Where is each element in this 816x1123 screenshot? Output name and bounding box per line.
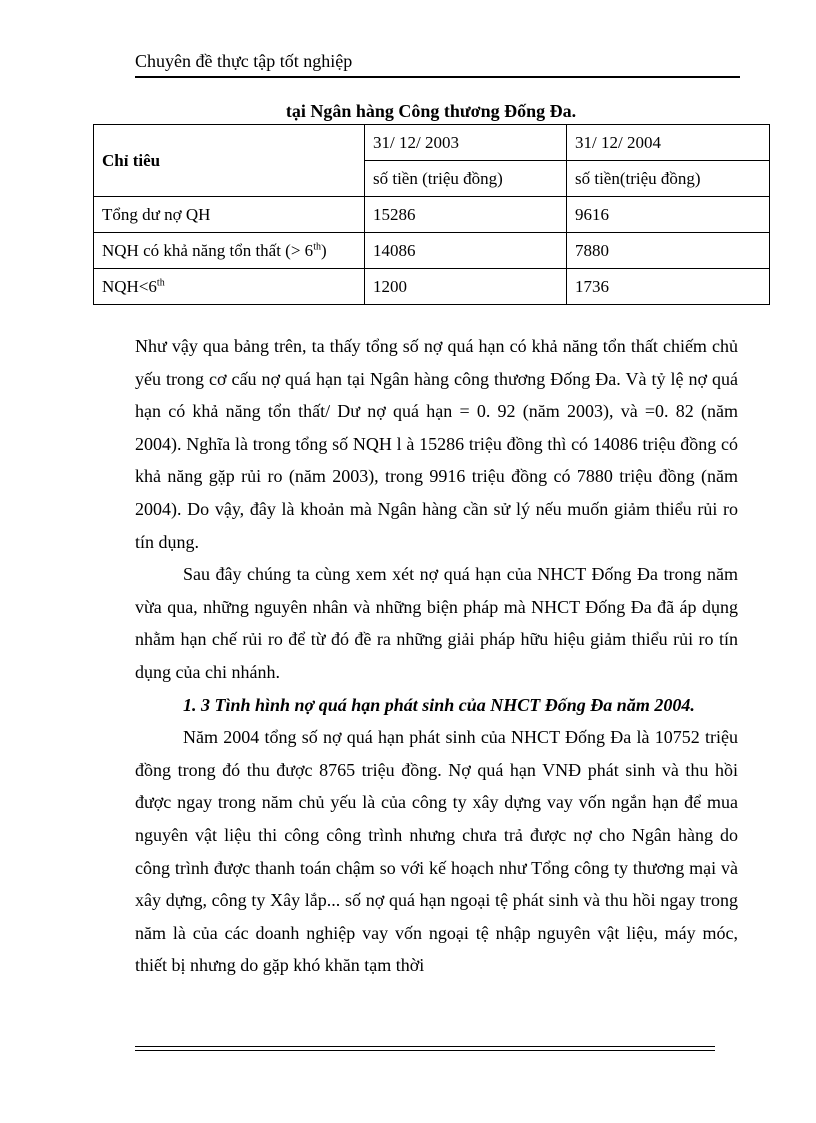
value-2004: 7880 <box>567 233 770 269</box>
paragraph-overdue-2004: Năm 2004 tổng số nợ quá hạn phát sinh của NHCT Đống Đa là 10752 triệu đồng trong đó thu được 8765 triệu đồng. Nợ quá hạn VNĐ phát sinh và thu hồi được ngay trong năm chủ yếu là của công ty xây dựng vay vốn ngắn hạn để mua nguyên vật liệu thi công công trình nhưng chưa trả được nợ cho Ngân hàng do công trình được thanh toán chậm so với kế hoạch như Tổng công ty thương mại và xây dựng, công ty Xây lắp... số nợ quá hạn ngoại tệ phát sinh và thu hồi ngay trong năm là của các doanh nghiệp vay vốn ngoại tệ nhập nguyên vật liệu, máy móc, thiết bị nhưng do gặp khó khăn tạm thời <box>135 727 738 976</box>
row-label: NQH có khả năng tổn thất (> 6th) <box>94 233 365 269</box>
debt-table <box>93 124 770 305</box>
header-unit-2003: số tiền (triệu đồng) <box>365 161 567 197</box>
value-2004: 9616 <box>567 197 770 233</box>
table-row <box>94 197 770 233</box>
header-unit-2004: số tiền(triệu đồng) <box>567 161 770 197</box>
value-2004: 1736 <box>567 269 770 305</box>
table-row <box>94 233 770 269</box>
header-criteria: Chỉ tiêu <box>94 125 365 197</box>
header-title: Chuyên đề thực tập tốt nghiệp <box>135 51 353 71</box>
body-text <box>135 330 738 982</box>
header-date-2003: 31/ 12/ 2003 <box>365 125 567 161</box>
table-caption: tại Ngân hàng Công thương Đống Đa. <box>285 101 577 121</box>
footer-rule <box>135 1046 715 1051</box>
value-2003: 1200 <box>365 269 567 305</box>
row-label: NQH<6th <box>94 269 365 305</box>
section-heading: 1. 3 Tình hình nợ quá hạn phát sinh của NHCT Đống Đa năm 2004. <box>183 694 695 715</box>
paragraph-analysis: Như vậy qua bảng trên, ta thấy tổng số nợ quá hạn có khả năng tổn thất chiếm chủ yếu trong cơ cấu nợ quá hạn tại Ngân hàng công thương Đống Đa. Và tỷ lệ nợ quá hạn có khả năng tổn thất/ Dư nợ quá hạn = 0. 92 (năm 2003), và =0. 82 (năm 2004). Nghĩa là trong tổng số NQH l à 15286 triệu đồng thì có 14086 triệu đồng có khả năng gặp rủi ro (năm 2003), trong 9916 triệu đồng có 7880 triệu đồng (năm 2004). Do vậy, đây là khoản mà Ngân hàng cần sử lý nếu muốn giảm thiểu rủi ro tín dụng. <box>135 336 738 552</box>
paragraph-intro: Sau đây chúng ta cùng xem xét nợ quá hạn của NHCT Đống Đa trong năm vừa qua, những nguyên nhân và những biện pháp mà NHCT Đống Đa đã áp dụng nhằm hạn chế rủi ro để từ đó đề ra những giải pháp hữu hiệu giảm thiểu rủi ro tín dụng của chi nhánh. <box>135 564 738 682</box>
table-row <box>94 269 770 305</box>
row-label: Tổng dư nợ QH <box>94 197 365 233</box>
table-header-row <box>94 125 770 161</box>
header-date-2004: 31/ 12/ 2004 <box>567 125 770 161</box>
page-header <box>135 48 740 78</box>
value-2003: 15286 <box>365 197 567 233</box>
value-2003: 14086 <box>365 233 567 269</box>
